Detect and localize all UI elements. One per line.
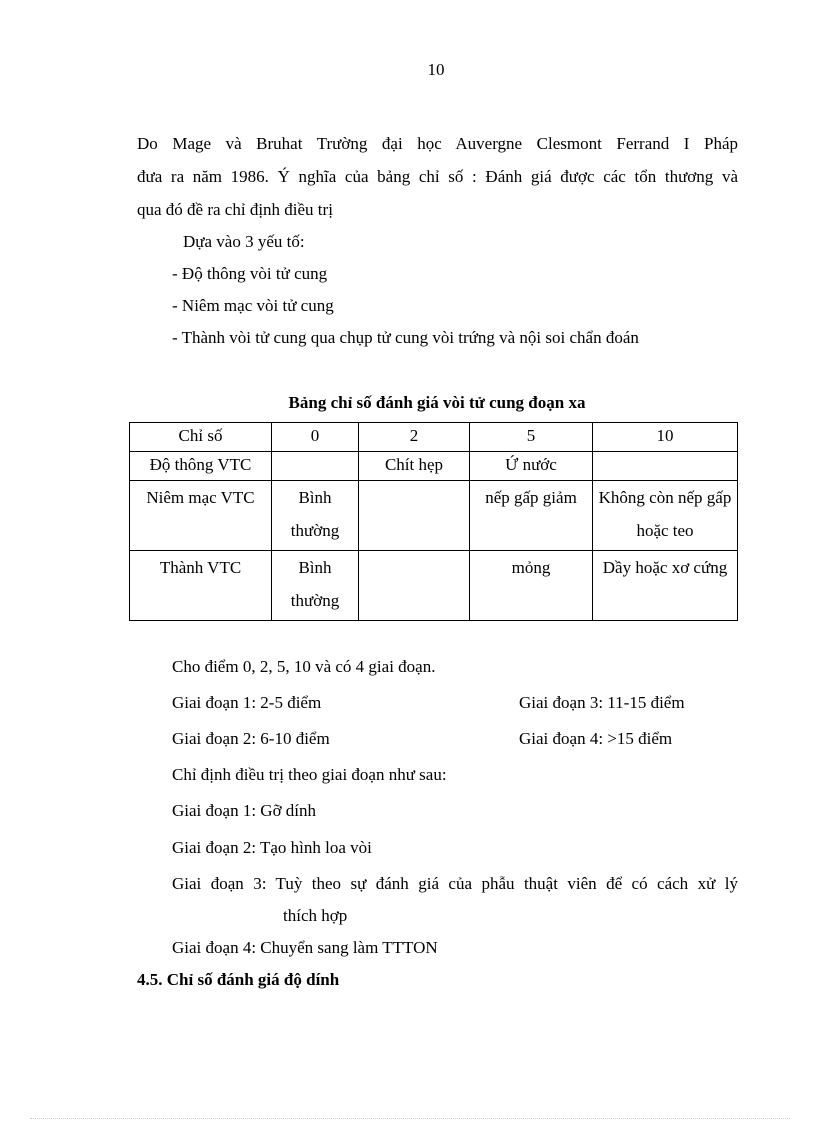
table-cell: mỏng bbox=[470, 551, 593, 621]
factors-lead: Dựa vào 3 yếu tố: bbox=[183, 232, 305, 251]
section-heading: 4.5. Chỉ số đánh giá độ dính bbox=[137, 970, 340, 989]
table-cell: Độ thông VTC bbox=[130, 452, 272, 481]
treatment-intro: Chỉ định điều trị theo giai đoạn như sau: bbox=[172, 765, 447, 784]
treatment-stage-2: Giai đoạn 2: Tạo hình loa vòi bbox=[172, 838, 372, 857]
table-cell: Ứ nước bbox=[470, 452, 593, 481]
scoring-intro: Cho điểm 0, 2, 5, 10 và có 4 giai đoạn. bbox=[172, 657, 436, 676]
header-cell: 0 bbox=[272, 423, 359, 452]
page-bottom-divider bbox=[30, 1118, 790, 1119]
index-table bbox=[129, 422, 738, 621]
page-number: 10 bbox=[427, 60, 445, 79]
treatment-stage-1: Giai đoạn 1: Gỡ dính bbox=[172, 801, 317, 820]
stage-2-score: Giai đoạn 2: 6-10 điểm bbox=[172, 729, 330, 748]
table-cell bbox=[359, 551, 470, 621]
table-cell: Không còn nếp gấp hoặc teo bbox=[593, 481, 738, 551]
intro-line-2: đưa ra năm 1986. Ý nghĩa của bảng chỉ số : Đánh giá được các tổn thương và bbox=[137, 167, 738, 186]
table-cell: nếp gấp giảm bbox=[470, 481, 593, 551]
treatment-stage-3-line-1: Giai đoạn 3: Tuỳ theo sự đánh giá của phẫu thuật viên để có cách xử lý bbox=[172, 874, 738, 893]
stage-3-score: Giai đoạn 3: 11-15 điểm bbox=[519, 693, 685, 712]
factor-item: - Niêm mạc vòi tử cung bbox=[172, 296, 334, 315]
table-header-row bbox=[130, 423, 738, 452]
table-row bbox=[130, 481, 738, 551]
table-cell bbox=[593, 452, 738, 481]
table-row bbox=[130, 452, 738, 481]
treatment-stage-3-line-2: thích hợp bbox=[283, 906, 348, 925]
intro-line-3: qua đó đề ra chỉ định điều trị bbox=[137, 200, 333, 219]
factor-item: - Thành vòi tử cung qua chụp tử cung vòi trứng và nội soi chẩn đoán bbox=[172, 328, 639, 347]
table-cell: Bình thường bbox=[272, 551, 359, 621]
table-cell: Dầy hoặc xơ cứng bbox=[593, 551, 738, 621]
table-cell: Thành VTC bbox=[130, 551, 272, 621]
factor-item: - Độ thông vòi tử cung bbox=[172, 264, 328, 283]
stage-1-score: Giai đoạn 1: 2-5 điểm bbox=[172, 693, 322, 712]
table-cell: Niêm mạc VTC bbox=[130, 481, 272, 551]
table-cell bbox=[359, 481, 470, 551]
stage-4-score: Giai đoạn 4: >15 điểm bbox=[519, 729, 673, 748]
table-cell: Bình thường bbox=[272, 481, 359, 551]
table-caption: Bảng chỉ số đánh giá vòi tử cung đoạn xa bbox=[288, 393, 586, 412]
header-cell: Chỉ số bbox=[130, 423, 272, 452]
table-row bbox=[130, 551, 738, 621]
header-cell: 10 bbox=[593, 423, 738, 452]
treatment-stage-4: Giai đoạn 4: Chuyển sang làm TTTON bbox=[172, 938, 438, 957]
table-cell: Chít hẹp bbox=[359, 452, 470, 481]
header-cell: 2 bbox=[359, 423, 470, 452]
header-cell: 5 bbox=[470, 423, 593, 452]
table-cell bbox=[272, 452, 359, 481]
intro-line-1: Do Mage và Bruhat Trường đại học Auvergne Clesmont Ferrand I Pháp bbox=[137, 134, 738, 153]
